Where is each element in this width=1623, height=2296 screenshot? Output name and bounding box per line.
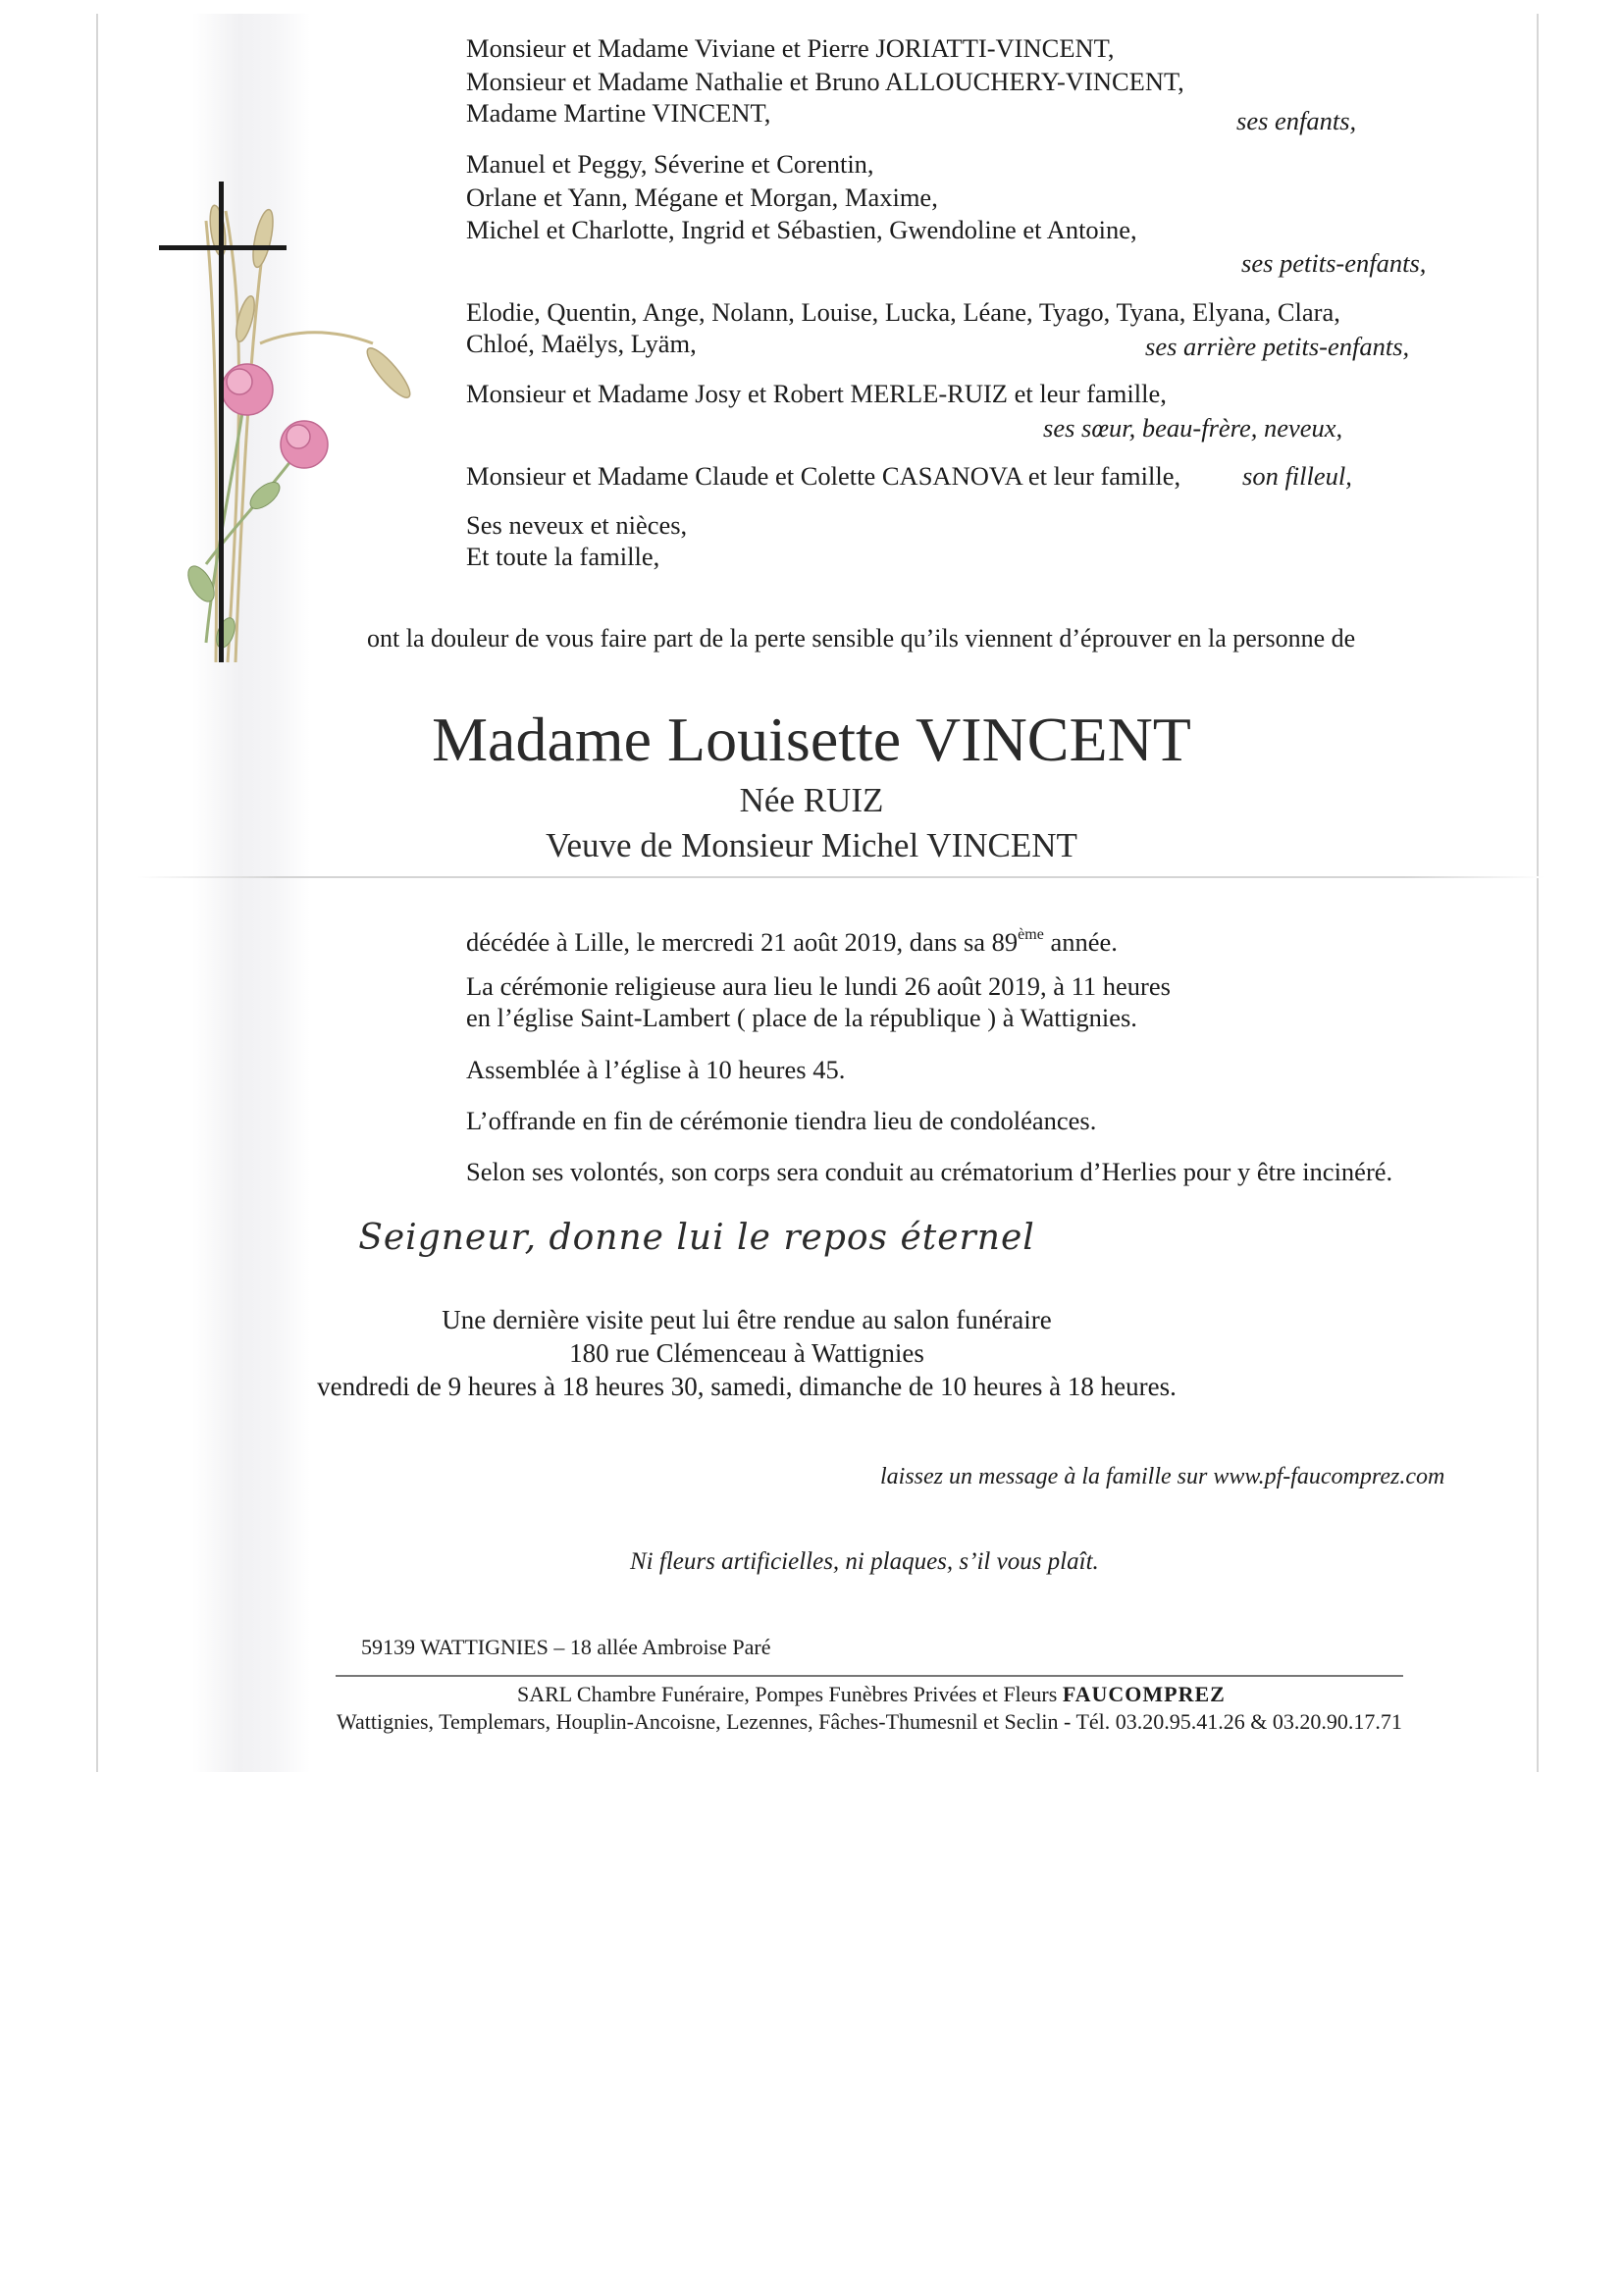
arriere-petits-enfants-role: ses arrière petits-enfants,	[1145, 332, 1410, 361]
petits-enfants-role: ses petits-enfants,	[1241, 248, 1427, 278]
footer-divider	[336, 1675, 1403, 1677]
footer-company	[517, 1682, 1226, 1707]
soeur-role: ses sœur, beau-frère, neveux,	[1043, 413, 1343, 443]
visit-line-3: vendredi de 9 heures à 18 heures 30, samedi, dimanche de 10 heures à 18 heures.	[317, 1372, 1177, 1401]
footer-address: 59139 WATTIGNIES – 18 allée Ambroise Paré	[361, 1635, 771, 1659]
footer-company-name: FAUCOMPREZ	[1062, 1682, 1226, 1706]
death-text: décédée à Lille, le mercredi 21 août 2019, dans sa 89	[466, 927, 1019, 957]
message-note: laissez un message à la famille sur www.pf-faucomprez.com	[880, 1464, 1445, 1489]
page-edge-right	[1537, 14, 1539, 1772]
arriere-petits-enfants-line-1: Elodie, Quentin, Ange, Nolann, Louise, Lucka, Léane, Tyago, Tyana, Elyana, Clara,	[466, 297, 1340, 327]
ceremony-line-1: La cérémonie religieuse aura lieu le lundi 26 août 2019, à 11 heures	[466, 971, 1171, 1001]
death-text-end: année.	[1043, 927, 1118, 957]
arriere-petits-enfants-line-2: Chloé, Maëlys, Lyäm,	[466, 329, 697, 358]
fold-line	[137, 876, 1544, 878]
footer-locations: Wattignies, Templemars, Houplin-Ancoisne, Lezennes, Fâches-Thumesnil et Seclin - Tél. 03.20.95.41.26 & 03.20.90.17.71	[337, 1709, 1402, 1734]
enfant-line-2: Monsieur et Madame Nathalie et Bruno ALLOUCHERY-VINCENT,	[466, 67, 1184, 96]
petits-enfants-line-3: Michel et Charlotte, Ingrid et Sébastien, Gwendoline et Antoine,	[466, 215, 1137, 244]
deceased-widow-of: Veuve de Monsieur Michel VINCENT	[546, 826, 1077, 864]
deceased-name: Madame Louisette VINCENT	[432, 704, 1191, 774]
famille-line: Et toute la famille,	[466, 542, 660, 571]
visit-line-2: 180 rue Clémenceau à Wattignies	[569, 1338, 924, 1368]
soeur-line: Monsieur et Madame Josy et Robert MERLE-RUIZ et leur famille,	[466, 379, 1167, 408]
prayer-text: Seigneur, donne lui le repos éternel	[358, 1218, 1035, 1258]
flowers-note: Ni fleurs artificielles, ni plaques, s’il vous plaît.	[630, 1548, 1099, 1575]
deceased-maiden-name: Née RUIZ	[739, 781, 884, 819]
assembly-line: Assemblée à l’église à 10 heures 45.	[466, 1055, 846, 1084]
enfants-role: ses enfants,	[1236, 106, 1357, 135]
filleul-line: Monsieur et Madame Claude et Colette CASANOVA et leur famille,	[466, 461, 1181, 491]
neveux-line: Ses neveux et nièces,	[466, 510, 688, 540]
page-edge-left	[96, 14, 98, 1772]
enfant-line-1: Monsieur et Madame Viviane et Pierre JORIATTI-VINCENT,	[466, 33, 1115, 63]
footer-company-text: SARL Chambre Funéraire, Pompes Funèbres Privées et Fleurs	[517, 1682, 1063, 1706]
ceremony-line-2: en l’église Saint-Lambert ( place de la république ) à Wattignies.	[466, 1003, 1137, 1032]
visit-line-1: Une dernière visite peut lui être rendue au salon funéraire	[442, 1305, 1052, 1334]
petits-enfants-line-2: Orlane et Yann, Mégane et Morgan, Maxime,	[466, 183, 938, 212]
filleul-role: son filleul,	[1242, 461, 1352, 491]
offering-line: L’offrande en fin de cérémonie tiendra lieu de condoléances.	[466, 1106, 1097, 1135]
enfant-line-3: Madame Martine VINCENT,	[466, 98, 771, 128]
announcement-text: ont la douleur de vous faire part de la perte sensible qu’ils viennent d’éprouver en la personne de	[367, 624, 1356, 652]
death-details	[466, 920, 1118, 957]
death-ordinal-suffix: ème	[1018, 926, 1044, 943]
cross-roses-illustration	[147, 172, 432, 672]
petits-enfants-line-1: Manuel et Peggy, Séverine et Corentin,	[466, 149, 874, 179]
cremation-line: Selon ses volontés, son corps sera conduit au crématorium d’Herlies pour y être incinéré.	[466, 1157, 1393, 1186]
